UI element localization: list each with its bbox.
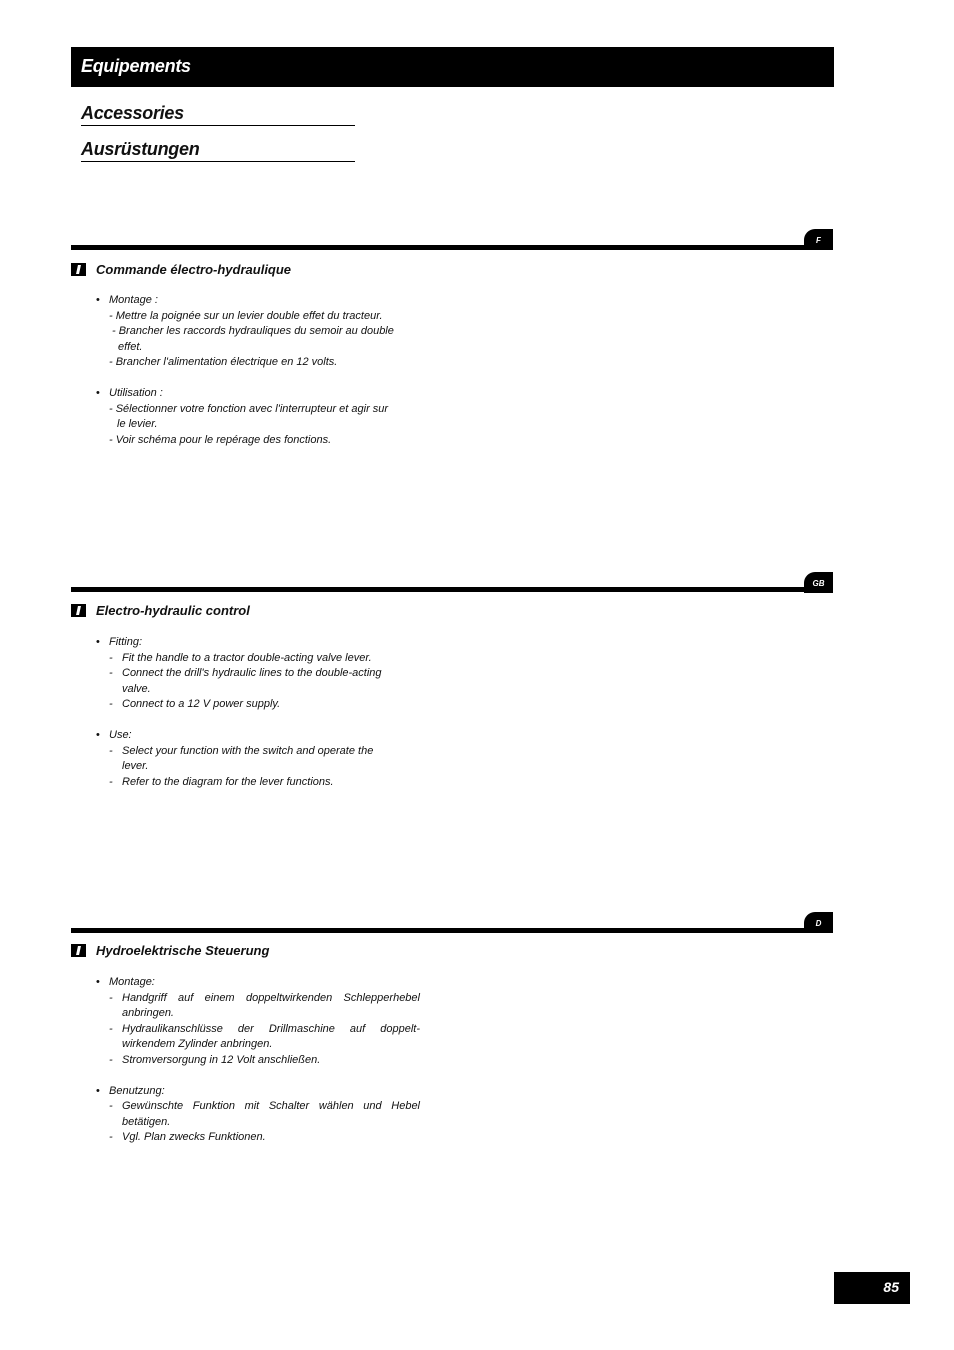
- list-item: - Mettre la poignée sur un levier double effet du tracteur.: [109, 309, 383, 322]
- list-item: • Montage:: [96, 975, 420, 991]
- list-item: betätigen.: [122, 1115, 171, 1128]
- list-item: - Brancher les raccords hydrauliques du semoir au double: [112, 325, 394, 337]
- section-marker-icon: [71, 944, 86, 957]
- list-item: • Benutzung:: [96, 1084, 420, 1100]
- title-banner: [71, 47, 834, 87]
- page-title: Equipements: [81, 56, 191, 76]
- list-item: - Select your function with the switch and operate the: [96, 744, 420, 760]
- list-item: - Sélectionner votre fonction avec l'interrupteur et agir sur: [109, 402, 389, 415]
- list-item: anbringen.: [122, 1007, 174, 1019]
- page-number-box: [834, 1272, 910, 1304]
- list-item: • Utilisation :: [96, 386, 420, 402]
- section-divider-en: [71, 587, 833, 592]
- section-marker-icon: [71, 604, 86, 617]
- list-item: - Handgriff auf einem doppeltwirkenden Schlepperhebel: [96, 991, 420, 1007]
- language-tab-de: D: [804, 912, 833, 933]
- list-item: valve.: [122, 682, 151, 695]
- list-item: - Vgl. Plan zwecks Funktionen.: [96, 1130, 420, 1146]
- list-item: - Refer to the diagram for the lever functions.: [96, 775, 420, 791]
- list-item: - Brancher l'alimentation électrique en 12 volts.: [109, 356, 338, 368]
- list-item: • Montage :: [96, 293, 420, 309]
- list-item: wirkendem Zylinder anbringen.: [122, 1038, 273, 1050]
- list-item: lever.: [122, 760, 149, 772]
- heading-text-fr: Commande électro-hydraulique: [96, 262, 292, 277]
- subtitle-ausruestungen: Ausrüstungen: [81, 138, 355, 162]
- section-divider-de: [71, 928, 833, 933]
- list-item: - Voir schéma pour le repérage des fonctions.: [109, 433, 332, 446]
- list-item: - Connect the drill's hydraulic lines to the double-acting: [96, 666, 420, 682]
- subtitle-accessories: Accessories: [81, 102, 355, 126]
- list-item: effet.: [118, 340, 143, 353]
- language-tab-en: GB: [804, 572, 833, 593]
- language-tab-fr: F: [804, 229, 833, 250]
- section-marker-icon: [71, 263, 86, 276]
- list-item: - Hydraulikanschlüsse der Drillmaschine auf doppelt-: [96, 1022, 420, 1038]
- page-number: 85: [883, 1279, 899, 1295]
- list-item: - Connect to a 12 V power supply.: [96, 697, 420, 713]
- list-item: • Fitting:: [96, 635, 420, 651]
- section-body-fr: [96, 293, 420, 448]
- list-item: - Fit the handle to a tractor double-acting valve lever.: [96, 651, 420, 667]
- section-divider-fr: [71, 245, 833, 250]
- list-item: - Gewünschte Funktion mit Schalter wählen und Hebel: [96, 1099, 420, 1115]
- section-body-en: [96, 635, 420, 790]
- heading-text-de: Hydroelektrische Steuerung: [96, 943, 270, 958]
- section-body-de: [96, 975, 420, 1146]
- heading-text-en: Electro-hydraulic control: [96, 603, 250, 618]
- list-item: - Stromversorgung in 12 Volt anschließen.: [96, 1053, 420, 1069]
- list-item: le levier.: [117, 418, 158, 430]
- list-item: • Use:: [96, 728, 420, 744]
